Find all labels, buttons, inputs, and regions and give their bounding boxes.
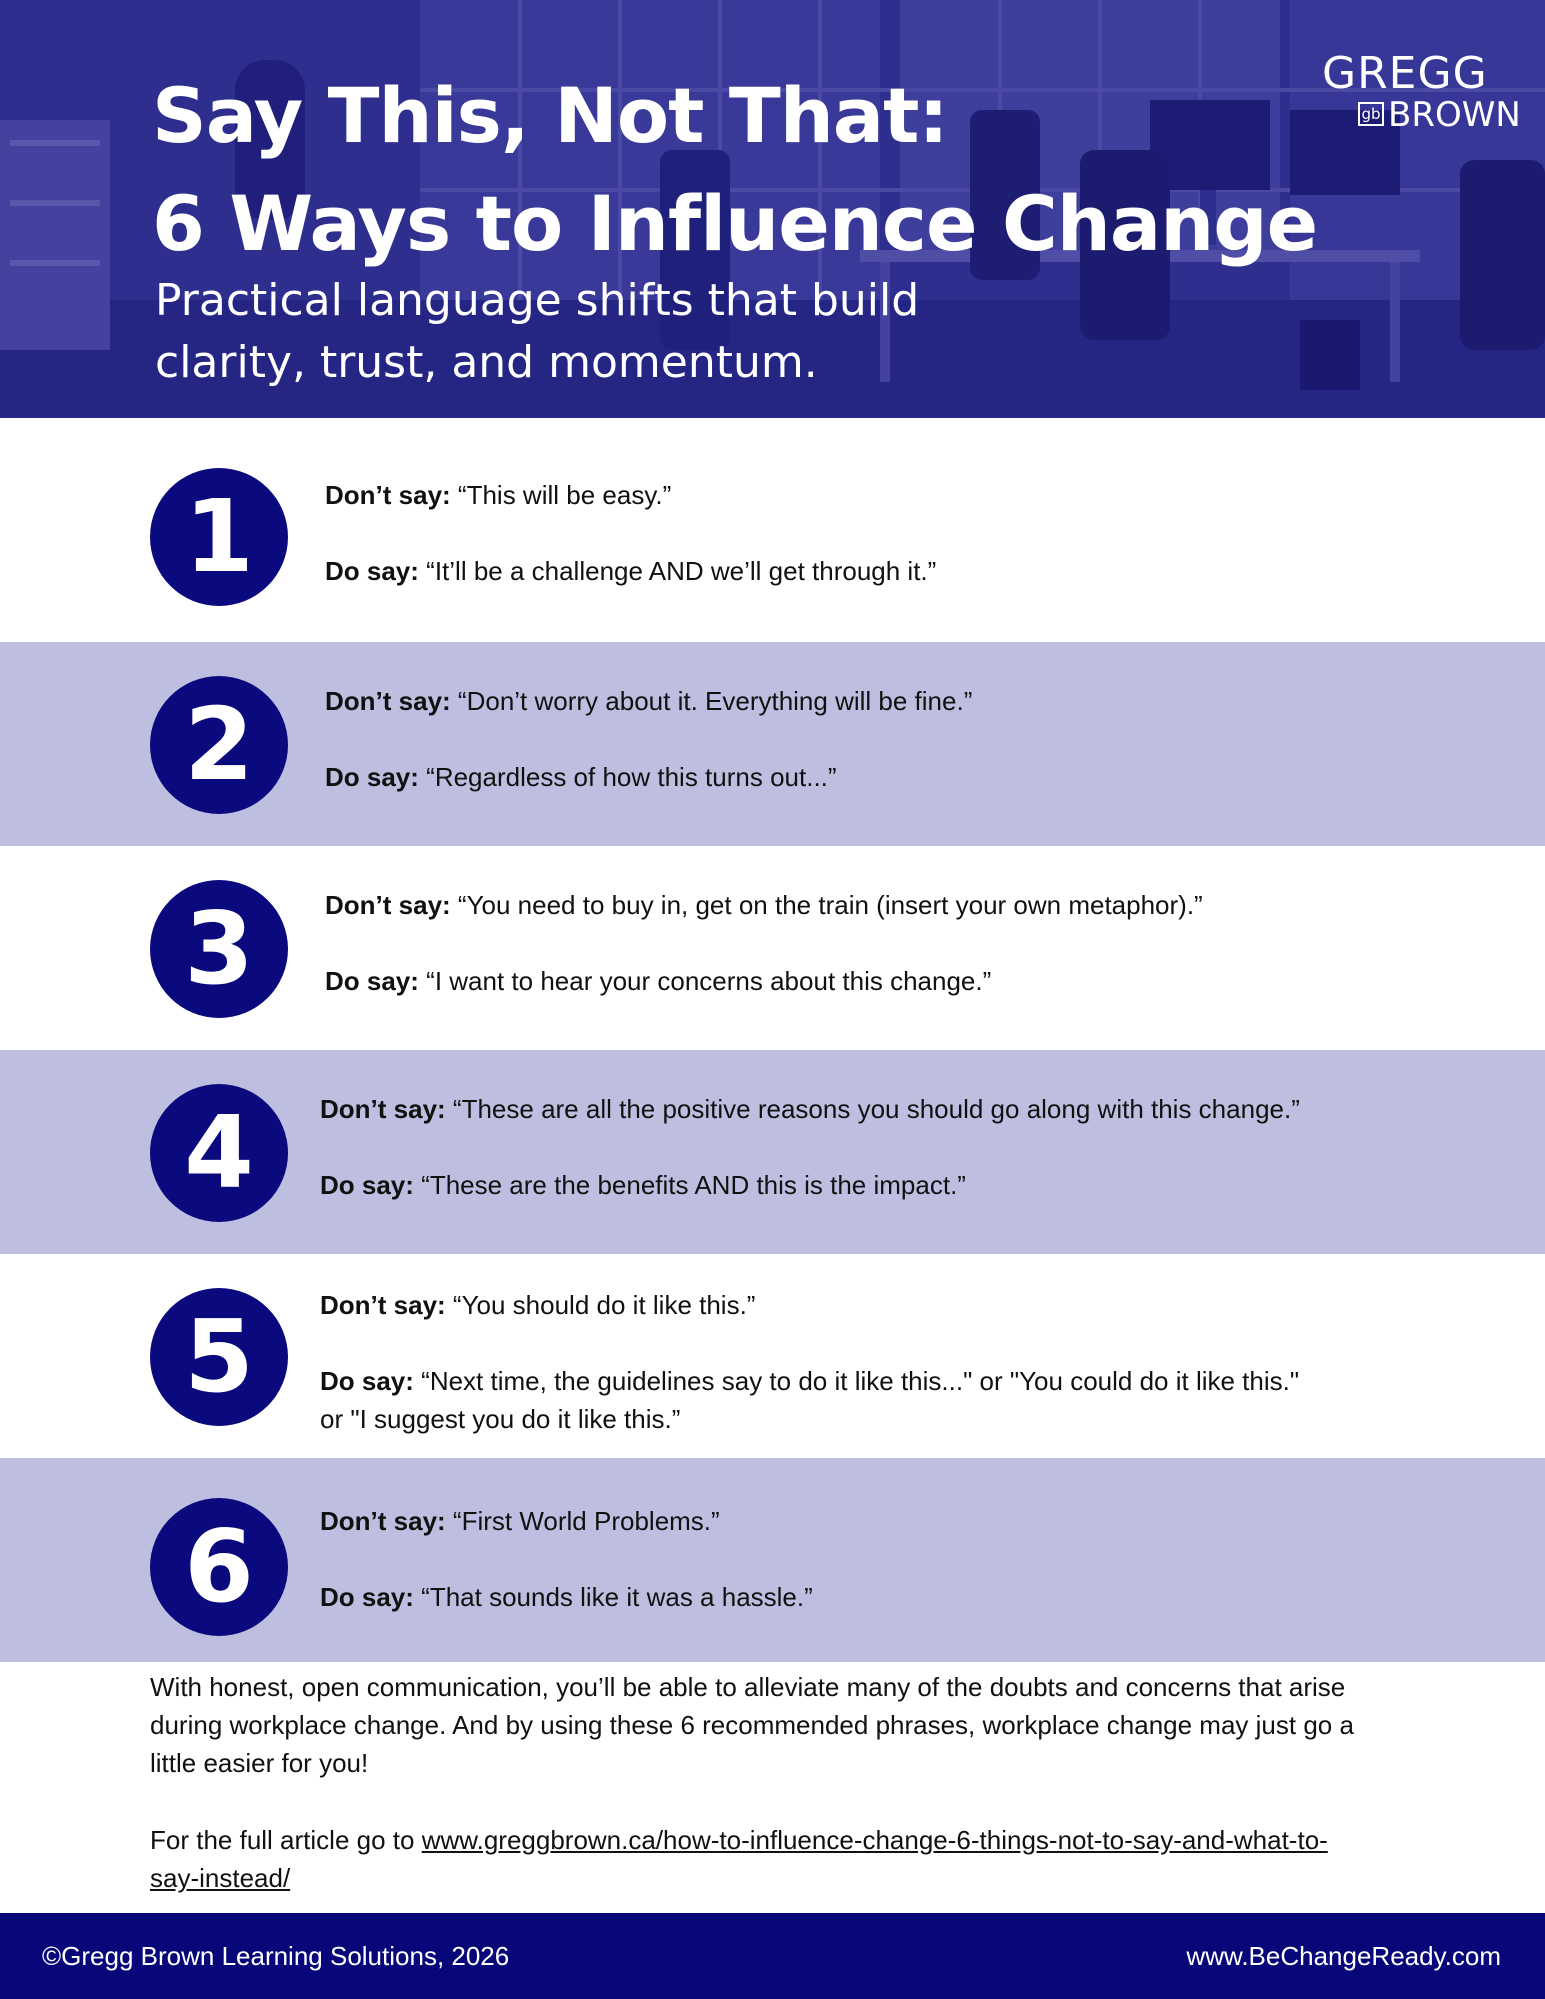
closing-line-3: little easier for you! <box>150 1748 369 1778</box>
dont-say-text: “These are all the positive reasons you should go along with this change.” <box>452 1094 1300 1124</box>
title-line-2: 6 Ways to Influence Change <box>152 179 1318 268</box>
do-say-line <box>325 552 1475 590</box>
full-article-note <box>150 1821 1450 1897</box>
dont-say-line <box>320 1502 1470 1540</box>
closing-line-1: With honest, open communication, you’ll be able to alleviate many of the doubts and concerns that arise <box>150 1672 1346 1702</box>
copyright-text: ©Gregg Brown Learning Solutions, 2026 <box>42 1941 510 1971</box>
do-say-label: Do say: <box>325 762 419 792</box>
dont-say-line <box>320 1090 1470 1128</box>
dont-say-text: “You should do it like this.” <box>452 1290 756 1320</box>
number-badge-6: 6 <box>150 1498 288 1636</box>
do-say-label: Do say: <box>325 966 419 996</box>
article-link[interactable]: www.greggbrown.ca/how-to-influence-change-6-things-not-to-say-and-what-to- <box>421 1825 1328 1855</box>
dont-say-label: Don’t say: <box>325 890 451 920</box>
do-say-line <box>325 758 1475 796</box>
do-say-label: Do say: <box>320 1582 414 1612</box>
dont-say-label: Don’t say: <box>320 1094 446 1124</box>
dont-say-text: “You need to buy in, get on the train (insert your own metaphor).” <box>457 890 1203 920</box>
dont-say-label: Don’t say: <box>325 480 451 510</box>
tip-row-2 <box>0 642 1545 846</box>
page-title <box>152 62 1352 278</box>
logo-text-bottom: BROWN <box>1388 95 1521 135</box>
do-say-line <box>320 1166 1470 1204</box>
do-say-line <box>320 1578 1470 1616</box>
dont-say-line <box>320 1286 1470 1324</box>
tips-list <box>0 438 1545 1662</box>
do-say-line <box>325 962 1475 1000</box>
footer-bar <box>0 1913 1545 1999</box>
do-say-text: “I want to hear your concerns about this change.” <box>426 966 992 996</box>
closing-line-2: during workplace change. And by using these 6 recommended phrases, workplace change may just go a <box>150 1710 1354 1740</box>
logo-text-top: GREGG <box>1322 48 1488 99</box>
number-badge-5: 5 <box>150 1288 288 1426</box>
tip-row-5 <box>0 1254 1545 1458</box>
gregg-brown-logo <box>1318 48 1521 135</box>
hero-header <box>0 0 1545 418</box>
do-say-continuation: or "I suggest you do it like this.” <box>320 1404 681 1434</box>
title-line-1: Say This, Not That: <box>152 71 948 160</box>
article-prefix: For the full article go to <box>150 1825 415 1855</box>
do-say-label: Do say: <box>325 556 419 586</box>
number-badge-1: 1 <box>150 468 288 606</box>
number-badge-3: 3 <box>150 880 288 1018</box>
do-say-text: “Next time, the guidelines say to do it like this..." or "You could do it like this." <box>421 1366 1300 1396</box>
dont-say-text: “First World Problems.” <box>452 1506 720 1536</box>
subtitle-line-1: Practical language shifts that build <box>155 275 920 326</box>
dont-say-text: “This will be easy.” <box>457 480 672 510</box>
website-link[interactable]: www.BeChangeReady.com <box>1186 1941 1501 1971</box>
do-say-text: “That sounds like it was a hassle.” <box>421 1582 813 1612</box>
tip-row-4 <box>0 1050 1545 1254</box>
do-say-line <box>320 1362 1470 1400</box>
tip-row-1 <box>0 438 1545 642</box>
do-say-text: “These are the benefits AND this is the impact.” <box>421 1170 966 1200</box>
closing-paragraph <box>150 1668 1450 1782</box>
subtitle-line-2: clarity, trust, and momentum. <box>155 337 818 388</box>
logo-monogram: gb <box>1358 102 1384 126</box>
article-link-continuation[interactable]: say-instead/ <box>150 1863 291 1893</box>
do-say-text: “Regardless of how this turns out...” <box>426 762 837 792</box>
do-say-text: “It’ll be a challenge AND we’ll get through it.” <box>426 556 937 586</box>
dont-say-text: “Don’t worry about it. Everything will be fine.” <box>457 686 973 716</box>
do-say-label: Do say: <box>320 1170 414 1200</box>
do-say-label: Do say: <box>320 1366 414 1396</box>
dont-say-line <box>325 682 1475 720</box>
number-badge-2: 2 <box>150 676 288 814</box>
page-subtitle <box>155 270 1055 394</box>
dont-say-line <box>325 886 1475 924</box>
dont-say-label: Don’t say: <box>320 1290 446 1320</box>
dont-say-label: Don’t say: <box>320 1506 446 1536</box>
dont-say-label: Don’t say: <box>325 686 451 716</box>
tip-row-3 <box>0 846 1545 1050</box>
number-badge-4: 4 <box>150 1084 288 1222</box>
tip-row-6 <box>0 1458 1545 1662</box>
dont-say-line <box>325 476 1475 514</box>
